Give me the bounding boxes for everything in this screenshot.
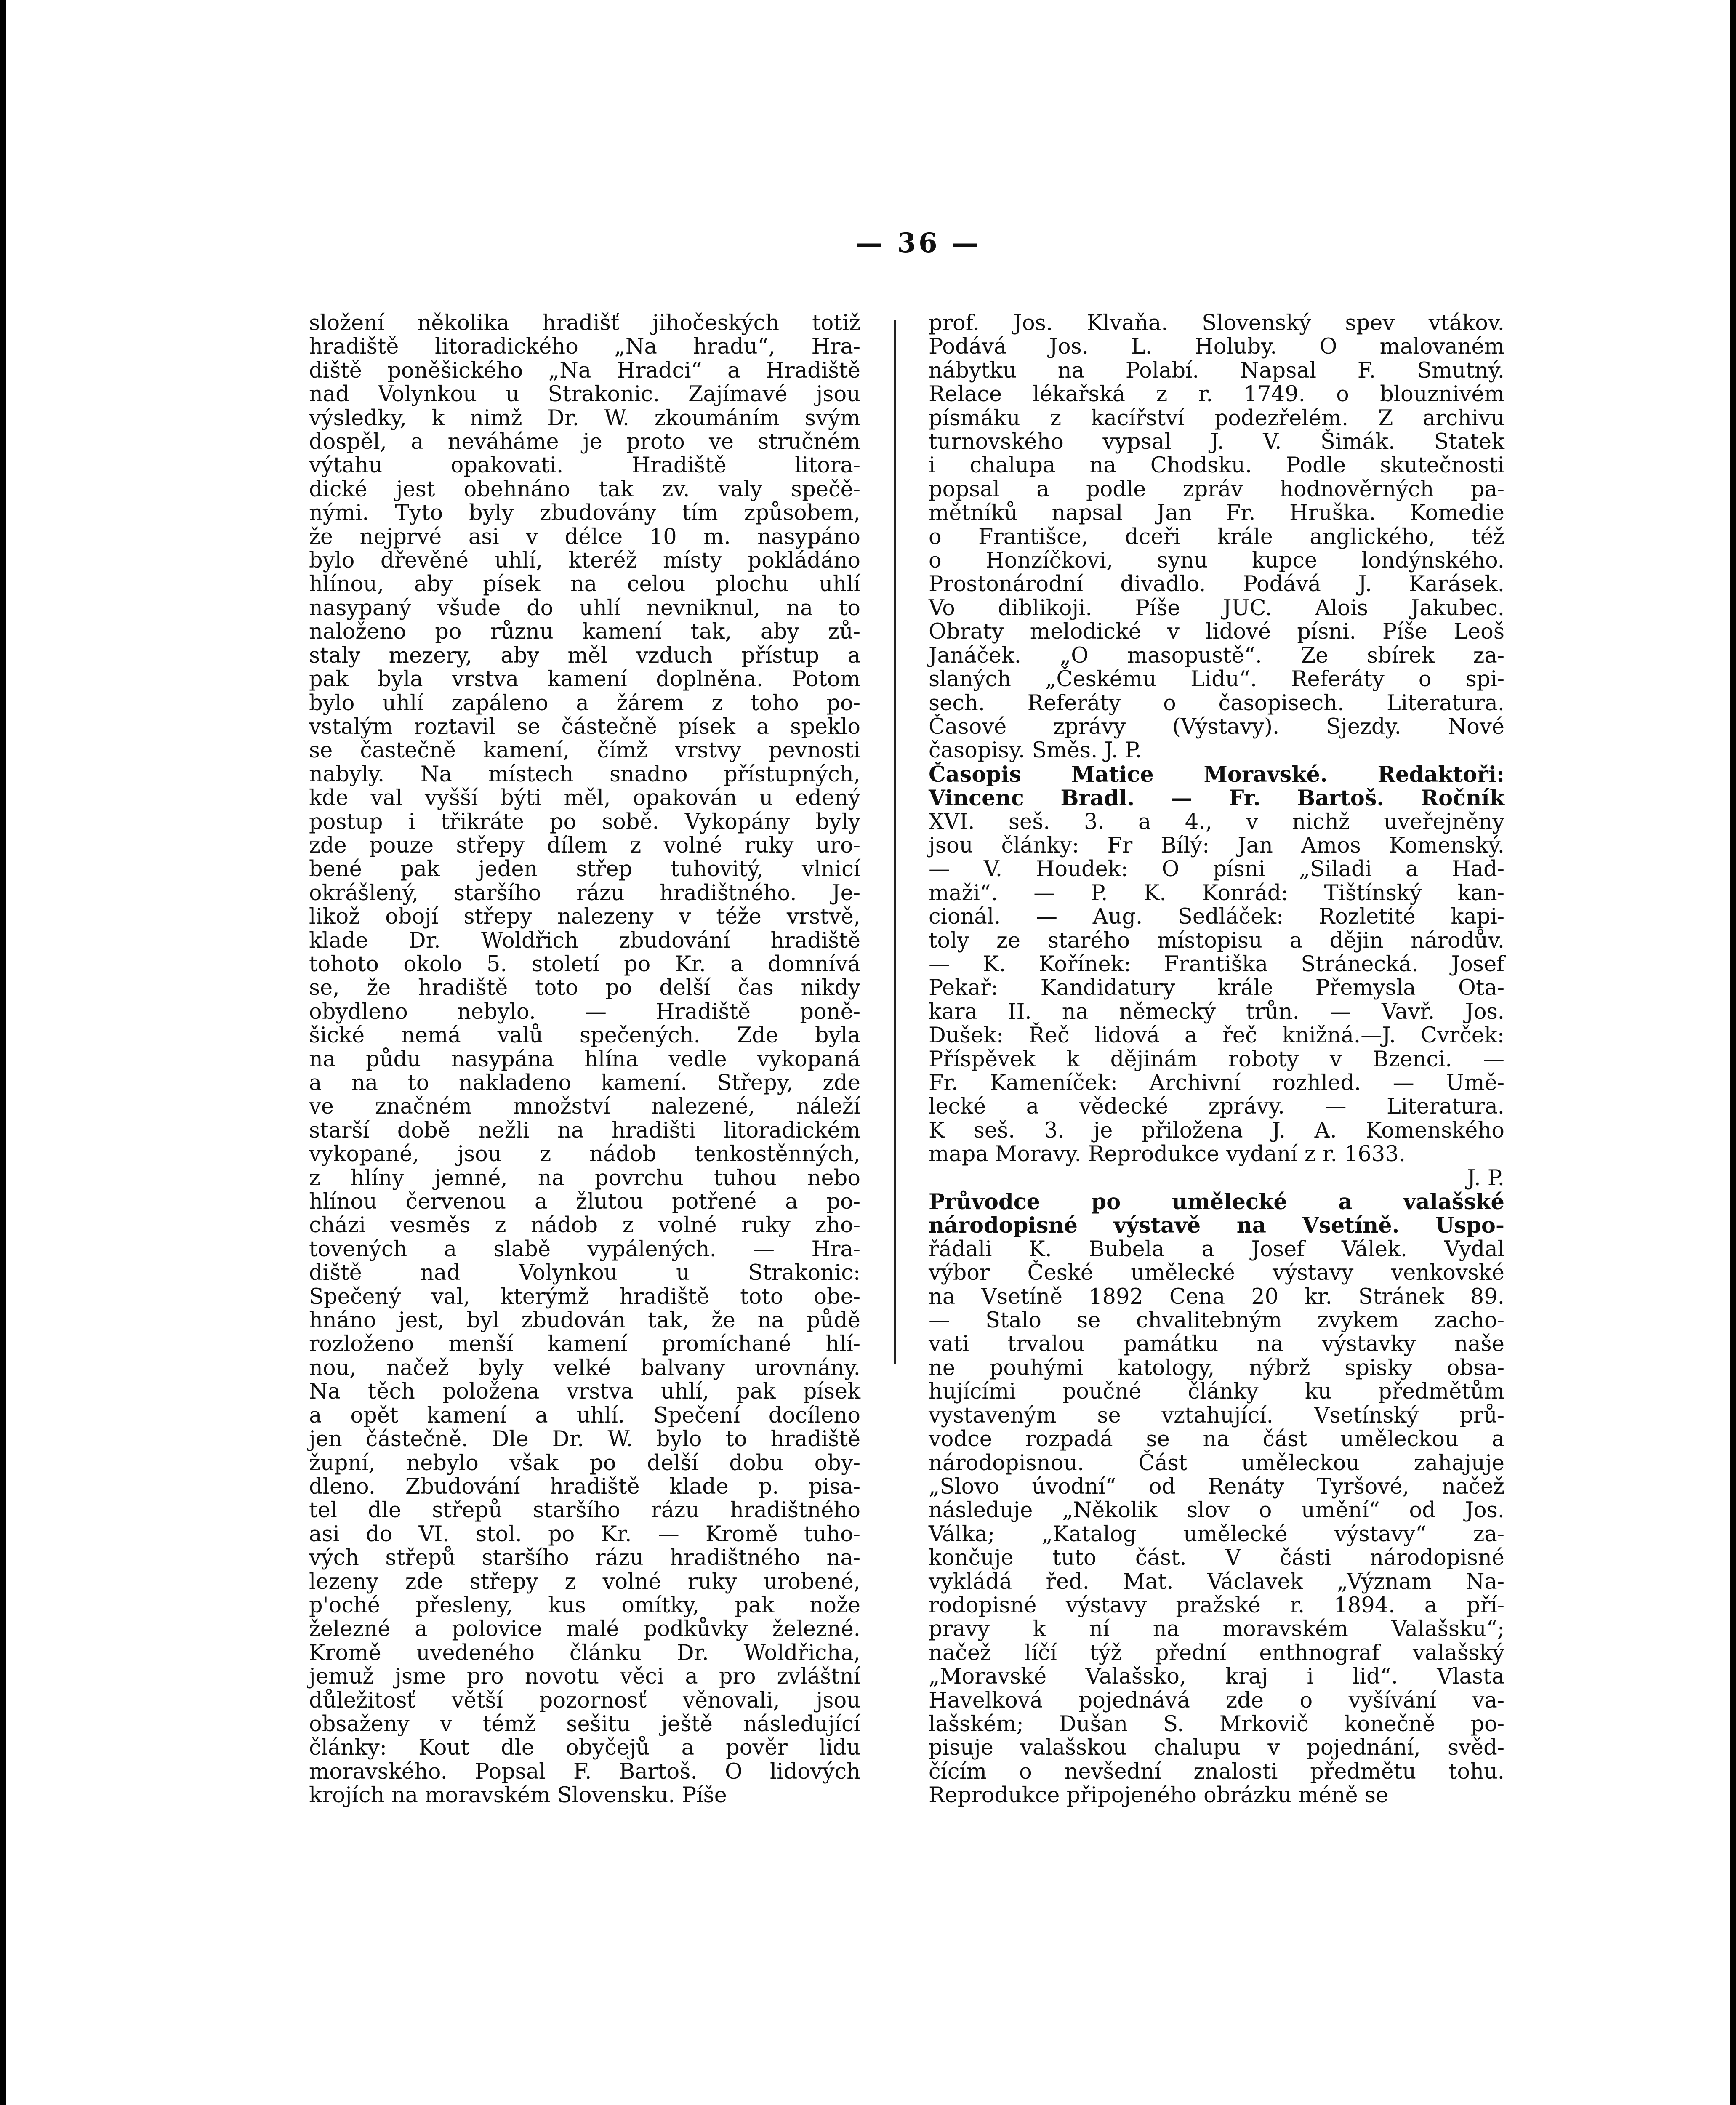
text-line: nasypaný všude do uhlí nevniknul, na to xyxy=(309,595,860,621)
page xyxy=(6,0,1730,2105)
text-line: dospěl, a neváháme je proto ve stručném xyxy=(309,429,860,455)
text-line: lašském; Dušan S. Mrkovič konečně po- xyxy=(929,1711,1504,1737)
text-line: — Stalo se chvalitebným zvykem zacho- xyxy=(929,1308,1504,1333)
text-line: čícím o nevšední znalosti předmětu tohu. xyxy=(929,1759,1504,1784)
text-line: starší době nežli na hradišti litoradickém xyxy=(309,1118,860,1143)
text-line: hlínou, aby písek na celou plochu uhlí xyxy=(309,572,860,597)
text-line: moravského. Popsal F. Bartoš. O lidových xyxy=(309,1759,860,1784)
text-line: na Vsetíně 1892 Cena 20 kr. Stránek 89. xyxy=(929,1284,1504,1309)
text-line: hlínou červenou a žlutou potřené a po- xyxy=(309,1189,860,1215)
text-line: klade Dr. Woldřich zbudování hradiště xyxy=(309,928,860,953)
text-line: vodce rozpadá se na část uměleckou a xyxy=(929,1427,1504,1452)
text-line: Janáček. „O masopustě“. Ze sbírek za- xyxy=(929,643,1504,668)
text-line: zde pouze střepy dílem z volné ruky uro- xyxy=(309,833,860,858)
text-line: kde val vyšší býti měl, opakován u edený xyxy=(309,786,860,811)
text-line: likož obojí střepy nalezeny v téže vrstvě, xyxy=(309,904,860,930)
text-line: výtahu opakovati. Hradiště litora- xyxy=(309,453,860,478)
text-line: Příspěvek k dějinám roboty v Bzenci. — xyxy=(929,1047,1504,1072)
text-line: Dušek: Řeč lidová a řeč knižná.—J. Cvrček: xyxy=(929,1023,1504,1048)
text-line: — V. Houdek: O písni „Siladi a Had- xyxy=(929,857,1504,882)
text-line: okrášlený, staršího rázu hradištného. Je- xyxy=(309,880,860,906)
text-line: rozloženo menší kamení promíchané hlí- xyxy=(309,1332,860,1357)
text-line: Reprodukce připojeného obrázku méně se xyxy=(929,1783,1389,1808)
text-line: národopisnou. Část uměleckou zahajuje xyxy=(929,1450,1504,1476)
text-line: toly ze starého místopisu a dějin národův. xyxy=(929,928,1504,953)
page-number: — 36 — xyxy=(856,227,981,259)
text-line: nými. Tyto byly zbudovány tím způsobem, xyxy=(309,501,860,526)
text-line: Podává Jos. L. Holuby. O malovaném xyxy=(929,334,1504,360)
text-line: krojích na moravském Slovensku. Píše xyxy=(309,1783,727,1808)
text-line: popsal a podle zpráv hodnověrných pa- xyxy=(929,477,1504,502)
text-line: diště nad Volynkou u Strakonic: xyxy=(309,1260,860,1286)
text-line: Obraty melodické v lidové písni. Píše Leoš xyxy=(929,619,1504,645)
text-line: Válka; „Katalog umělecké výstavy“ za- xyxy=(929,1521,1504,1547)
text-line: tohoto okolo 5. století po Kr. a domnívá xyxy=(309,951,860,977)
text-line: obsaženy v témž sešitu ještě následující xyxy=(309,1711,860,1737)
text-line: dické jest obehnáno tak zv. valy spečě- xyxy=(309,477,860,502)
text-line: lezeny zde střepy z volné ruky urobené, xyxy=(309,1569,860,1594)
text-line: mapa Moravy. Reprodukce vydaní z r. 1633. xyxy=(929,1142,1406,1167)
text-line: diště poněšického „Na Hradci“ a Hradiště xyxy=(309,358,860,383)
text-line: vykládá řed. Mat. Václavek „Význam Na- xyxy=(929,1569,1504,1594)
text-line: řádali K. Bubela a Josef Válek. Vydal xyxy=(929,1236,1504,1262)
left-column xyxy=(309,312,860,1808)
text-line: XVI. seš. 3. a 4., v nichž uveřejněny xyxy=(929,809,1504,834)
column-divider xyxy=(894,320,896,1364)
text-line: rodopisné výstavy pražské r. 1894. a pří- xyxy=(929,1593,1504,1618)
text-line: nou, načež byly velké balvany urovnány. xyxy=(309,1355,860,1380)
text-line: že nejprvé asi v délce 10 m. nasypáno xyxy=(309,524,860,549)
text-line: články: Kout dle obyčejů a pověr lidu xyxy=(309,1735,860,1761)
text-line: vati trvalou památku na výstavky naše xyxy=(929,1332,1504,1357)
text-line: bylo uhlí zapáleno a žárem z toho po- xyxy=(309,690,860,716)
text-line: Pekař: Kandidatury krále Přemysla Ota- xyxy=(929,975,1504,1001)
text-line: Na těch položena vrstva uhlí, pak písek xyxy=(309,1379,860,1404)
text-line: postup i třikráte po sobě. Vykopány byly xyxy=(309,809,860,834)
text-line: Vincenc Bradl. — Fr. Bartoš. Ročník xyxy=(929,786,1504,811)
text-line: lecké a vědecké zprávy. — Literatura. xyxy=(929,1094,1504,1119)
text-line: cionál. — Aug. Sedláček: Rozletité kapi- xyxy=(929,904,1504,930)
text-line: časopisy. Směs. J. P. xyxy=(929,738,1142,763)
text-line: končuje tuto část. V části národopisné xyxy=(929,1545,1504,1571)
text-line: cházi vesměs z nádob z volné ruky zho- xyxy=(309,1213,860,1238)
text-line: Prostonárodní divadlo. Podává J. Karásek. xyxy=(929,572,1504,597)
text-line: se, že hradiště toto po delší čas nikdy xyxy=(309,975,860,1001)
text-line: prof. Jos. Klvaňa. Slovenský spev vtákov. xyxy=(929,311,1504,336)
text-line: maži“. — P. K. Konrád: Tištínský kan- xyxy=(929,880,1504,906)
text-line: pisuje valašskou chalupu v pojednání, svěd- xyxy=(929,1735,1504,1761)
text-line: nad Volynkou u Strakonic. Zajímavé jsou xyxy=(309,382,860,407)
text-line: šické nemá valů spečených. Zde byla xyxy=(309,1023,860,1048)
text-line: o Františce, dceři krále anglického, též xyxy=(929,524,1504,549)
text-line: a na to nakladeno kamení. Střepy, zde xyxy=(309,1071,860,1095)
text-line: následuje „Několik slov o umění“ od Jos. xyxy=(929,1498,1504,1523)
text-line: „Slovo úvodní“ od Renáty Tyršové, načež xyxy=(929,1474,1504,1499)
text-line: pak byla vrstva kamení doplněna. Potom xyxy=(309,667,860,692)
text-line: bylo dřevěné uhlí, kteréž místy pokládáno xyxy=(309,548,860,573)
text-line: vstalým roztavil se částečně písek a speklo xyxy=(309,714,860,739)
text-line: výbor České umělecké výstavy venkovské xyxy=(929,1260,1504,1286)
text-line: jemuž jsme pro novotu věci a pro zvláštní xyxy=(309,1664,860,1689)
text-line: tel dle střepů staršího rázu hradištného xyxy=(309,1498,860,1523)
text-line: Spečený val, kterýmž hradiště toto obe- xyxy=(309,1284,860,1309)
text-line: turnovského vypsal J. V. Šimák. Statek xyxy=(929,429,1504,455)
text-line: — K. Kořínek: Františka Stránecká. Josef xyxy=(929,951,1504,977)
text-line: dleno. Zbudování hradiště klade p. pisa- xyxy=(309,1474,860,1499)
text-line: bené pak jeden střep tuhovitý, vlnicí xyxy=(309,857,860,882)
text-line: jen částečně. Dle Dr. W. bylo to hradiště xyxy=(309,1427,860,1452)
text-line: slaných „Českému Lidu“. Referáty o spi- xyxy=(929,667,1504,692)
text-line: naloženo po různu kamení tak, aby zů- xyxy=(309,619,860,645)
text-line: jsou články: Fr Bílý: Jan Amos Komenský. xyxy=(929,833,1504,858)
text-line: sech. Referáty o časopisech. Literatura. xyxy=(929,690,1504,716)
text-line: a opět kamení a uhlí. Spečení docíleno xyxy=(309,1403,860,1428)
text-line: nábytku na Polabí. Napsal F. Smutný. xyxy=(929,358,1504,383)
text-line: Časové zprávy (Výstavy). Sjezdy. Nové xyxy=(929,714,1504,739)
text-line: „Moravské Valašsko, kraj i lid“. Vlasta xyxy=(929,1664,1504,1689)
text-line: písmáku z kacířství podezřelém. Z archivu xyxy=(929,405,1504,431)
text-line: se častečně kamení, čímž vrstvy pevnosti xyxy=(309,738,860,763)
text-line: ne pouhými katology, nýbrž spisky obsa- xyxy=(929,1355,1504,1380)
text-line: obydleno nebylo. — Hradiště poně- xyxy=(309,999,860,1024)
text-line: Fr. Kameníček: Archivní rozhled. — Umě- xyxy=(929,1071,1504,1095)
text-line: mětníků napsal Jan Fr. Hruška. Komedie xyxy=(929,501,1504,526)
text-line: Průvodce po umělecké a valašské xyxy=(929,1189,1504,1215)
text-line: vých střepů staršího rázu hradištného na- xyxy=(309,1545,860,1571)
text-line: výsledky, k nimž Dr. W. zkoumáním svým xyxy=(309,405,860,431)
right-column xyxy=(929,312,1504,1808)
text-line: Vo diblikoji. Píše JUC. Alois Jakubec. xyxy=(929,595,1504,621)
text-line: o Honzíčkovi, synu kupce londýnského. xyxy=(929,548,1504,573)
text-line: i chalupa na Chodsku. Podle skutečnosti xyxy=(929,453,1504,478)
text-line: hnáno jest, byl zbudován tak, že na půdě xyxy=(309,1308,860,1333)
text-line: národopisné výstavě na Vsetíně. Uspo- xyxy=(929,1213,1504,1239)
text-line: Relace lékařská z r. 1749. o blouznivém xyxy=(929,382,1504,407)
text-line: ve značném množství nalezené, náleží xyxy=(309,1094,860,1119)
text-line: asi do VI. stol. po Kr. — Kromě tuho- xyxy=(309,1521,860,1547)
text-line: župní, nebylo však po delší dobu oby- xyxy=(309,1450,860,1476)
text-line: nabyly. Na místech snadno přístupných, xyxy=(309,762,860,787)
text-line: železné a polovice malé podkůvky železné. xyxy=(309,1617,860,1642)
text-line: Havelková pojednává zde o vyšívání va- xyxy=(929,1688,1504,1713)
text-line: Časopis Matice Moravské. Redaktoři: xyxy=(929,762,1504,787)
text-line: na půdu nasypána hlína vedle vykopaná xyxy=(309,1047,860,1072)
text-line: z hlíny jemné, na povrchu tuhou nebo xyxy=(309,1165,860,1191)
text-line: složení několika hradišť jihočeských totiž xyxy=(309,311,860,336)
text-line: hradiště litoradického „Na hradu“, Hra- xyxy=(309,334,860,360)
text-line: staly mezery, aby měl vzduch přístup a xyxy=(309,643,860,668)
text-line: hujícími poučné články ku předmětům xyxy=(929,1379,1504,1404)
text-line: kara II. na německý trůn. — Vavř. Jos. xyxy=(929,999,1504,1024)
text-line: důležitosť větší pozornosť věnovali, jsou xyxy=(309,1688,860,1713)
text-line: J. P. xyxy=(1467,1165,1504,1191)
text-line: vykopané, jsou z nádob tenkostěnných, xyxy=(309,1142,860,1167)
text-line: pravy k ní na moravském Valašsku“; xyxy=(929,1617,1504,1642)
text-line: načež líčí týž přední enthnograf valašský xyxy=(929,1640,1504,1665)
text-line: Kromě uvedeného článku Dr. Woldřicha, xyxy=(309,1640,860,1665)
text-line: vystaveným se vztahující. Vsetínský prů- xyxy=(929,1403,1504,1428)
text-line: K seš. 3. je přiložena J. A. Komenského xyxy=(929,1118,1504,1143)
text-line: tovených a slabě vypálených. — Hra- xyxy=(309,1236,860,1262)
text-line: p'oché přesleny, kus omítky, pak nože xyxy=(309,1593,860,1618)
